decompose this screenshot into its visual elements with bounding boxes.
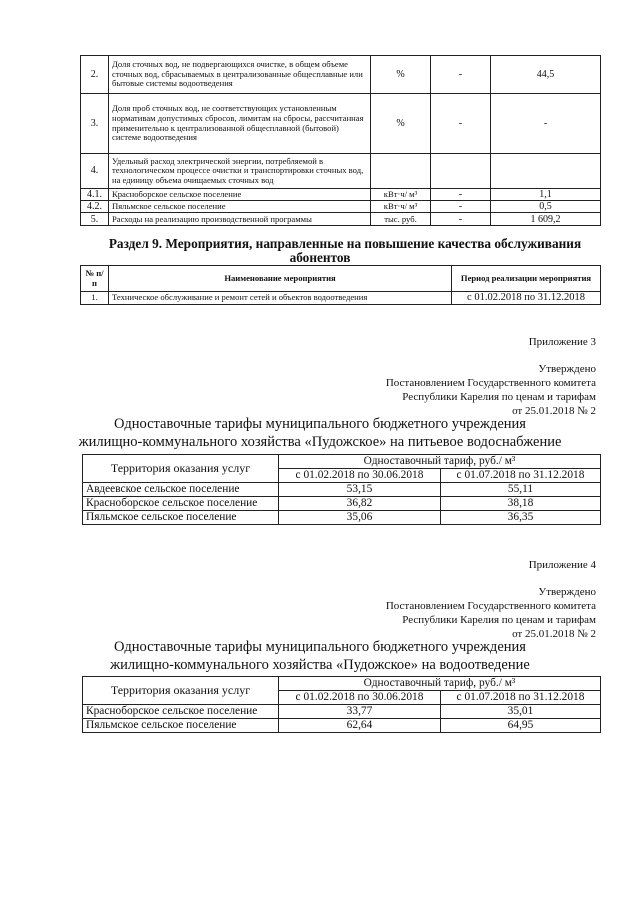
cell-tariff-1: 36,82 [279,496,441,510]
table-row [83,496,601,510]
cell-base: - [431,201,491,213]
cell-name: Техническое обслуживание и ремонт сетей и объектов водоотведения [109,292,452,305]
tariff-title: Одноставочные тарифы муниципального бюджетного учреждения [114,639,526,655]
table-row [83,718,601,732]
cell-indicator: Доля проб сточных вод, не соответствующих установленным нормативам допустимых сбросов, лимитам на сбросы, рассчитанная применительно к централизованной общесплавной (бытовой) системе водоотведения [109,94,371,154]
cell-value: - [491,94,601,154]
table-row [81,94,601,154]
approved-label: Утверждено [538,363,596,375]
tariff-table [82,676,601,733]
cell-base: - [431,213,491,226]
cell-tariff-1: 33,77 [279,704,441,718]
header-tariff: Одноставочный тариф, руб./ м³ [279,455,601,469]
header-period-1: с 01.02.2018 по 30.06.2018 [279,469,441,483]
approved-date: от 25.01.2018 № 2 [512,628,596,640]
table-row [81,292,601,305]
cell-unit [371,154,431,189]
approved-by-line1: Постановлением Государственного комитета [385,600,596,612]
cell-tariff-2: 36,35 [441,510,601,524]
cell-num: 1. [81,292,109,305]
cell-base: - [431,56,491,94]
header-period: Период реализации мероприятия [452,266,601,292]
cell-period: с 01.02.2018 по 31.12.2018 [452,292,601,305]
tariff-table [82,454,601,525]
table-row [83,510,601,524]
cell-num: 5. [81,213,109,226]
cell-base: - [431,189,491,201]
cell-indicator: Удельный расход электрической энергии, потребляемой в технологическом процессе очистки и транспортировки сточных вод, на единицу объема очищаемых сточных вод [109,154,371,189]
cell-value: 1,1 [491,189,601,201]
header-period-2: с 01.07.2018 по 31.12.2018 [441,469,601,483]
header-territory: Территория оказания услуг [83,677,279,705]
cell-tariff-1: 35,06 [279,510,441,524]
cell-territory: Авдеевское сельское поселение [83,482,279,496]
approved-by-line1: Постановлением Государственного комитета [385,377,596,389]
table-row [81,154,601,189]
cell-value: 44,5 [491,56,601,94]
appendix-label: Приложение 4 [528,559,596,571]
measures-table [80,265,601,305]
cell-value [491,154,601,189]
tariff-title-cont: жилищно-коммунального хозяйства «Пудожское» на питьевое водоснабжение [78,434,562,450]
cell-tariff-2: 55,11 [441,482,601,496]
indicators-table [80,55,601,226]
cell-num: 4.2. [81,201,109,213]
cell-unit: % [371,94,431,154]
table-row [81,213,601,226]
cell-territory: Красноборское сельское поселение [83,704,279,718]
cell-num: 4.1. [81,189,109,201]
appendix-label: Приложение 3 [528,336,596,348]
cell-base: - [431,94,491,154]
cell-tariff-2: 64,95 [441,718,601,732]
cell-indicator: Доля сточных вод, не подвергающихся очистке, в общем объеме сточных вод, сбрасываемых в централизованные общесплавные или бытовые системы водоотведения [109,56,371,94]
cell-tariff-2: 38,18 [441,496,601,510]
cell-territory: Пяльмское сельское поселение [83,510,279,524]
table-header-row [81,266,601,292]
cell-territory: Красноборское сельское поселение [83,496,279,510]
cell-unit: % [371,56,431,94]
approved-by-line2: Республики Карелия по ценам и тарифам [402,391,596,403]
header-name: Наименование мероприятия [109,266,452,292]
cell-territory: Пяльмское сельское поселение [83,718,279,732]
cell-base [431,154,491,189]
section9-title: Раздел 9. Мероприятия, направленные на повышение качества обслуживания [108,236,582,251]
cell-tariff-2: 35,01 [441,704,601,718]
header-num: № п/п [81,266,109,292]
cell-indicator: Пяльмское сельское поселение [109,201,371,213]
cell-tariff-1: 62,64 [279,718,441,732]
table-row [81,201,601,213]
table-row [81,189,601,201]
cell-unit: тыс. руб. [371,213,431,226]
approved-label: Утверждено [538,586,596,598]
cell-num: 4. [81,154,109,189]
cell-indicator: Красноборское сельское поселение [109,189,371,201]
header-period-2: с 01.07.2018 по 31.12.2018 [441,691,601,705]
header-period-1: с 01.02.2018 по 30.06.2018 [279,691,441,705]
table-row [81,56,601,94]
header-tariff: Одноставочный тариф, руб./ м³ [279,677,601,691]
cell-value: 0,5 [491,201,601,213]
cell-unit: кВт·ч/ м³ [371,189,431,201]
cell-num: 3. [81,94,109,154]
cell-unit: кВт·ч/ м³ [371,201,431,213]
tariff-title-cont: жилищно-коммунального хозяйства «Пудожское» на водоотведение [110,657,530,673]
approved-by-line2: Республики Карелия по ценам и тарифам [402,614,596,626]
section9-title-cont: абонентов [289,250,351,265]
cell-indicator: Расходы на реализацию производственной программы [109,213,371,226]
cell-tariff-1: 53,15 [279,482,441,496]
cell-value: 1 609,2 [491,213,601,226]
approved-date: от 25.01.2018 № 2 [512,405,596,417]
cell-num: 2. [81,56,109,94]
table-row [83,704,601,718]
tariff-title: Одноставочные тарифы муниципального бюджетного учреждения [114,416,526,432]
table-row [83,482,601,496]
header-territory: Территория оказания услуг [83,455,279,483]
